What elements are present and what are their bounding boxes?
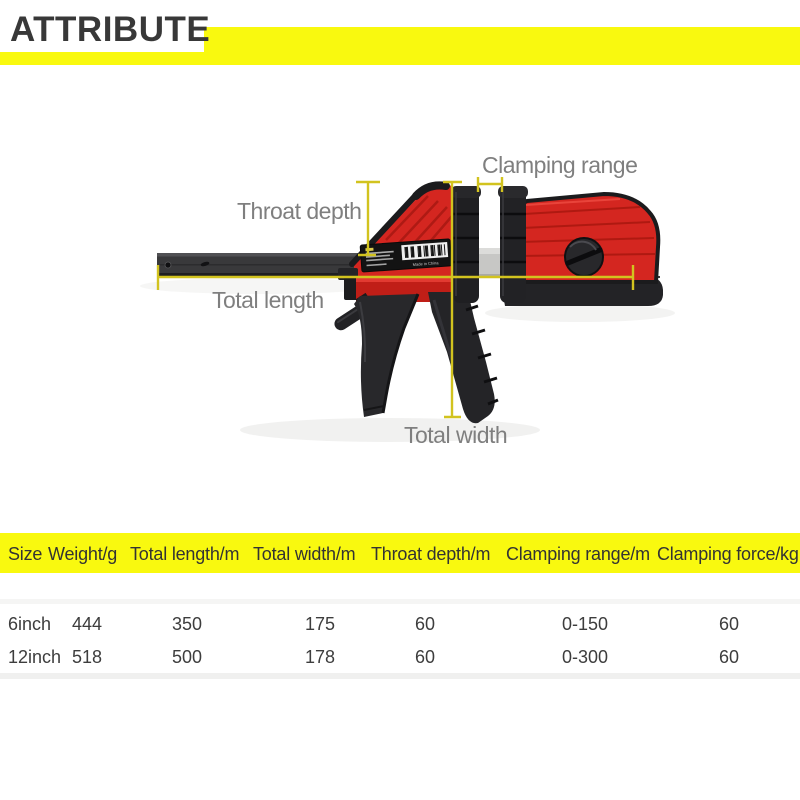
table-separator-bottom (0, 673, 800, 679)
cell-range-6inch: 0-150 (561, 614, 609, 634)
col-header-throat-depth: Throat depth/m (371, 544, 491, 564)
handle-grip (354, 294, 418, 417)
fixed-jaw (498, 186, 528, 303)
cell-size-6inch: 6inch (8, 614, 52, 634)
col-header-total-width: Total width/m (253, 544, 356, 564)
bar-gap-segment (479, 248, 500, 278)
bar-hole (165, 262, 171, 268)
total-width-label: Total width (404, 422, 508, 448)
cell-throat-6inch: 60 (414, 614, 436, 634)
cell-weight-6inch: 444 (71, 614, 103, 634)
moving-jaw (451, 186, 481, 303)
col-header-size: Size (8, 544, 43, 564)
cell-weight-12inch: 518 (71, 647, 103, 667)
col-header-clamping-force: Clamping force/kg (657, 544, 799, 564)
screw-knob (565, 238, 603, 276)
cell-force-12inch: 60 (718, 647, 740, 667)
cell-throat-12inch: 60 (414, 647, 436, 667)
cell-length-6inch: 350 (171, 614, 203, 634)
throat-depth-label: Throat depth (237, 198, 362, 224)
cell-width-12inch: 178 (304, 647, 336, 667)
cell-force-6inch: 60 (718, 614, 740, 634)
clamping-range-label: Clamping range (482, 152, 638, 178)
total-length-label: Total length (212, 287, 324, 313)
col-header-clamping-range: Clamping range/m (506, 544, 650, 564)
barcode (401, 242, 448, 260)
cell-width-6inch: 175 (304, 614, 336, 634)
page-title: ATTRIBUTE (10, 10, 211, 49)
cell-length-12inch: 500 (171, 647, 203, 667)
col-header-weight: Weight/g (48, 544, 118, 564)
col-header-total-length: Total length/m (130, 544, 240, 564)
cell-range-12inch: 0-300 (561, 647, 609, 667)
table-separator-top (0, 599, 800, 604)
made-in-text: Made in China (412, 260, 439, 267)
cell-size-12inch: 12inch (8, 647, 62, 667)
